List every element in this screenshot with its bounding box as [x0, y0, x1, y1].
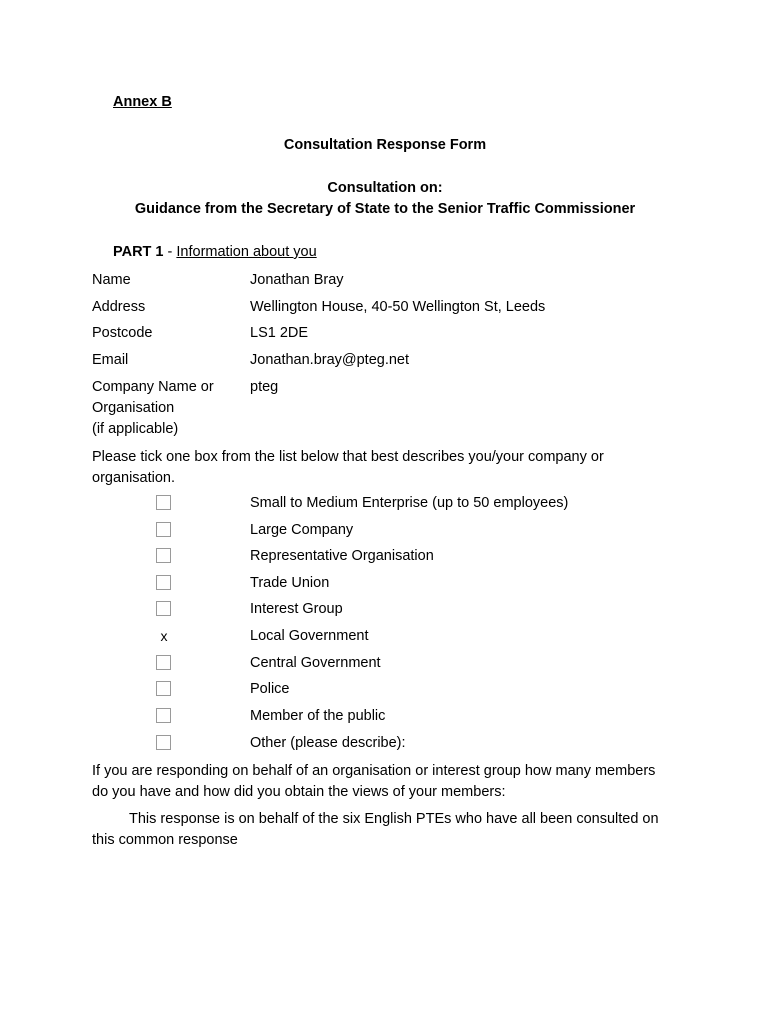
name-label: Name: [92, 272, 131, 288]
checkbox-central-government[interactable]: [156, 655, 171, 670]
category-label: Police: [250, 681, 290, 697]
company-label-line3: (if applicable): [92, 421, 179, 437]
category-label: Local Government: [250, 628, 369, 644]
address-value: Wellington House, 40-50 Wellington St, Leeds: [250, 299, 546, 315]
members-question: If you are responding on behalf of an organisation or interest group how many members do you have and how did you obtain the views of your members:: [92, 763, 656, 800]
part1-label: PART 1: [113, 244, 164, 260]
checkbox-sme[interactable]: [156, 495, 171, 510]
checkbox-police[interactable]: [156, 681, 171, 696]
part1-separator: -: [163, 244, 177, 260]
checkbox-local-government-mark[interactable]: x: [160, 628, 168, 644]
consultation-subject: Guidance from the Secretary of State to the Senior Traffic Commissioner: [134, 201, 636, 217]
category-label: Interest Group: [250, 601, 343, 617]
company-value: pteg: [250, 379, 279, 395]
category-label: Trade Union: [250, 575, 330, 591]
email-value: Jonathan.bray@pteg.net: [250, 352, 410, 368]
checkbox-representative-organisation[interactable]: [156, 548, 171, 563]
consultation-label: Consultation on:: [327, 180, 443, 196]
members-answer: This response is on behalf of the six English PTEs who have all been consulted on this common response: [92, 811, 659, 848]
company-label-line2: Organisation: [92, 400, 175, 416]
tick-instruction: Please tick one box from the list below that best describes you/your company or organisation.: [92, 449, 604, 486]
checkbox-member-of-public[interactable]: [156, 708, 171, 723]
part1-heading: [113, 244, 317, 260]
form-title: Consultation Response Form: [283, 137, 487, 153]
name-value: Jonathan Bray: [250, 272, 344, 288]
category-label: Small to Medium Enterprise (up to 50 employees): [250, 495, 569, 511]
checkbox-large-company[interactable]: [156, 522, 171, 537]
checkbox-trade-union[interactable]: [156, 575, 171, 590]
category-label: Representative Organisation: [250, 548, 434, 564]
category-label: Large Company: [250, 522, 354, 538]
part1-title: Information about you: [176, 244, 317, 260]
annex-label: Annex B: [113, 94, 172, 110]
category-label: Member of the public: [250, 708, 386, 724]
email-label: Email: [92, 352, 129, 368]
checkbox-interest-group[interactable]: [156, 601, 171, 616]
postcode-label: Postcode: [92, 325, 153, 341]
category-label: Central Government: [250, 655, 381, 671]
category-label: Other (please describe):: [250, 735, 406, 751]
address-label: Address: [92, 299, 146, 315]
postcode-value: LS1 2DE: [250, 325, 309, 341]
checkbox-other[interactable]: [156, 735, 171, 750]
company-label-line1: Company Name or: [92, 379, 214, 395]
